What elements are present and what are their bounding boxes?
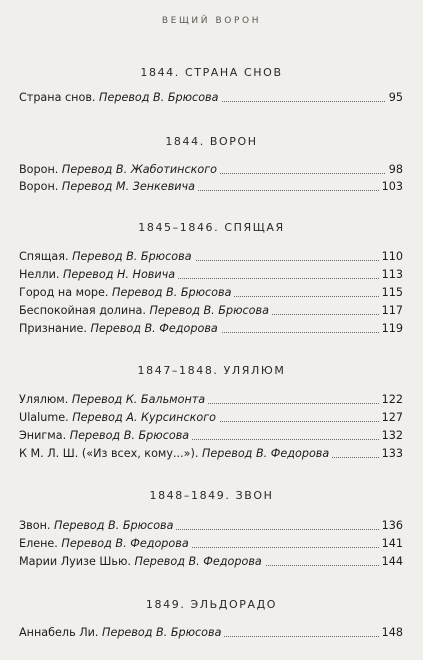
toc-entry — [19, 392, 403, 408]
section-title: 1848–1849. ЗВОН — [149, 489, 274, 502]
toc-entry — [19, 162, 403, 178]
toc-entry — [19, 410, 403, 426]
translator: Перевод Н. Новича — [63, 268, 176, 281]
toc-entry — [19, 249, 403, 265]
translator: Перевод В. Федорова — [61, 537, 189, 550]
translator: Перевод В. Брюсова — [69, 429, 190, 442]
toc-entry — [19, 625, 403, 641]
page-number: 141 — [379, 536, 403, 552]
translator: Перевод В. Федорова — [201, 447, 330, 460]
section-title: 1849. ЭЛЬДОРАДО — [145, 598, 278, 611]
page-number: 144 — [379, 554, 403, 570]
section-title: 1845–1846. СПЯЩАЯ — [138, 221, 285, 234]
page-number: 117 — [379, 303, 403, 319]
toc-entry — [19, 90, 403, 106]
page-number: 103 — [379, 179, 403, 195]
poem-title: Елене. — [19, 537, 58, 550]
poem-title: К М. Л. Ш. («Из всех, кому...»). — [19, 447, 199, 460]
poem-title: Ворон. — [19, 180, 59, 193]
toc-entry — [19, 285, 403, 301]
section-title: 1844. СТРАНА СНОВ — [140, 66, 283, 79]
poem-title: Ворон. — [19, 163, 59, 176]
section-title: 1847–1848. УЛЯЛЮМ — [137, 364, 286, 377]
translator: Перевод В. Жаботинского — [61, 163, 217, 176]
page-number: 122 — [379, 392, 403, 408]
poem-title: Ulalume. — [19, 411, 69, 424]
page-number: 119 — [379, 321, 403, 337]
page-number: 132 — [379, 428, 403, 444]
translator: Перевод В. Брюсова — [99, 91, 219, 104]
page-number: 148 — [379, 625, 403, 641]
poem-title: Признание. — [19, 322, 87, 335]
translator: Перевод В. Федорова — [134, 555, 262, 568]
poem-title: Аннабель Ли. — [19, 626, 99, 639]
page-number: 136 — [379, 518, 403, 534]
running-head: ВЕЩИЙ ВОРОН — [161, 16, 262, 26]
toc-entry — [19, 267, 403, 283]
translator: Перевод К. Бальмонта — [71, 393, 206, 406]
toc-entry — [19, 428, 403, 444]
page-number: 110 — [379, 249, 403, 265]
toc-entry — [19, 554, 403, 570]
poem-title: Нелли. — [19, 268, 60, 281]
translator: Перевод В. Брюсова — [149, 304, 269, 317]
toc-entry — [19, 536, 403, 552]
poem-title: Марии Луизе Шью. — [19, 555, 131, 568]
toc-entry — [19, 446, 403, 462]
translator: Перевод А. Курсинского — [72, 411, 216, 424]
toc-entry — [19, 303, 403, 319]
section-title: 1844. ВОРОН — [165, 135, 258, 148]
page-number: 113 — [379, 267, 403, 283]
poem-title: Страна снов. — [19, 91, 96, 104]
translator: Перевод В. Брюсова — [54, 519, 174, 532]
poem-title: Энигма. — [19, 429, 67, 442]
poem-title: Беспокойная долина. — [19, 304, 146, 317]
page-number: 95 — [386, 90, 403, 106]
toc-entry — [19, 179, 403, 195]
page-number: 98 — [386, 162, 403, 178]
toc-entry — [19, 321, 403, 337]
translator: Перевод В. Брюсова — [112, 286, 232, 299]
page-number: 115 — [379, 285, 403, 301]
poem-title: Спящая. — [19, 250, 69, 263]
toc-entry — [19, 518, 403, 534]
page-number: 127 — [379, 410, 403, 426]
translator: Перевод В. Брюсова — [72, 250, 192, 263]
page-number: 133 — [379, 446, 403, 462]
poem-title: Город на море. — [19, 286, 109, 299]
translator: Перевод М. Зенкевича — [61, 180, 196, 193]
translator: Перевод В. Федорова — [90, 322, 218, 335]
poem-title: Звон. — [19, 519, 51, 532]
poem-title: Улялюм. — [19, 393, 69, 406]
translator: Перевод В. Брюсова — [102, 626, 222, 639]
